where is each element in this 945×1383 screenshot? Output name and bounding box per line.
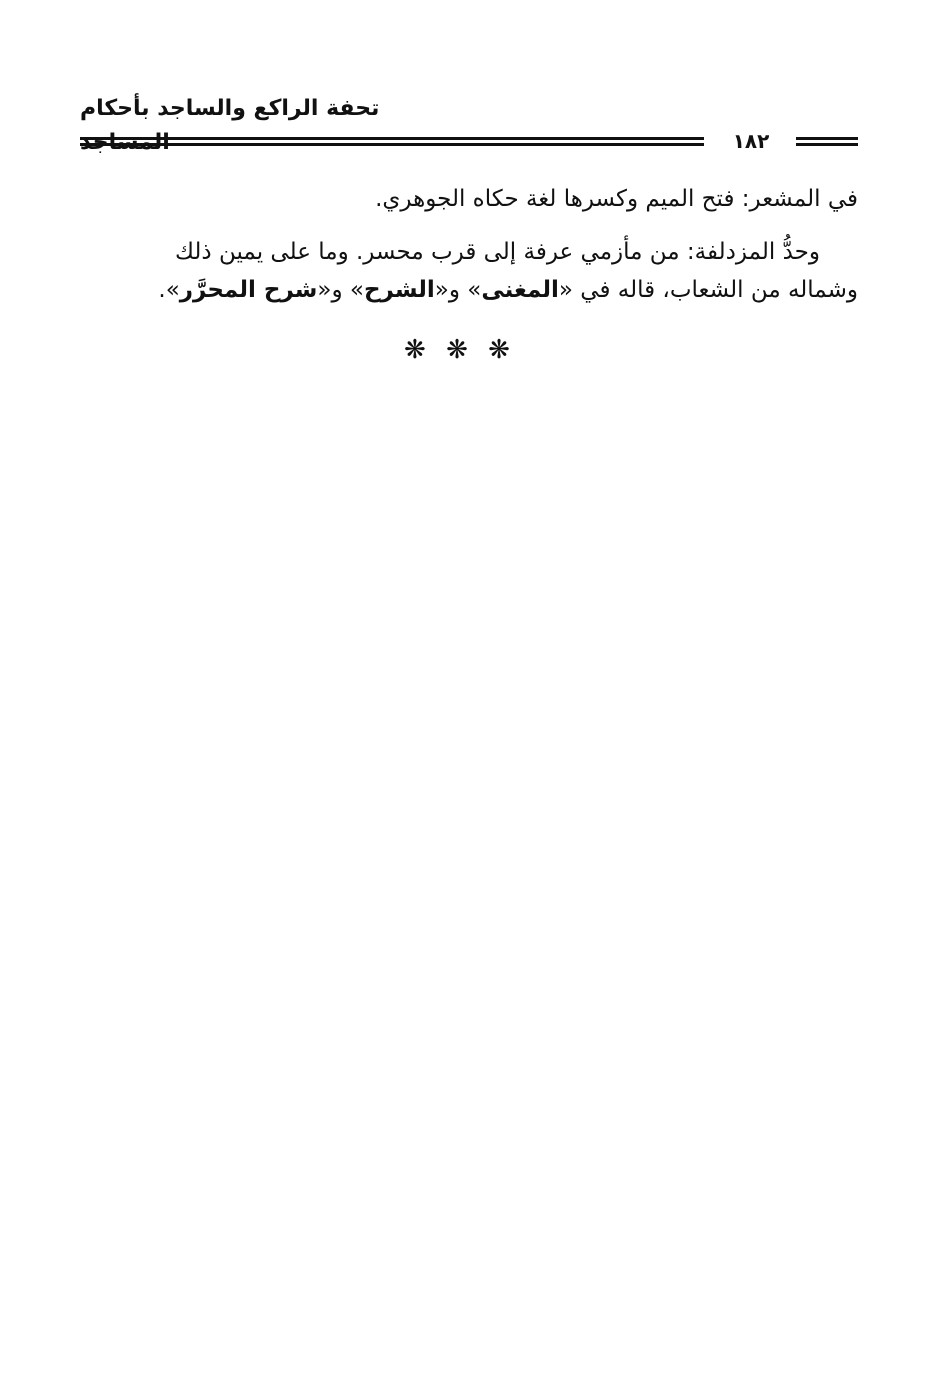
page-number: ١٨٢ bbox=[732, 129, 770, 153]
running-title: تحفة الراكع والساجد بأحكام bbox=[80, 96, 380, 121]
paragraph-2-line-2-suffix: ». bbox=[158, 277, 180, 303]
paragraph-2-line-2 bbox=[80, 271, 858, 309]
section-separator: ❋ ❋ ❋ bbox=[404, 335, 516, 365]
paragraph-2 bbox=[80, 233, 858, 309]
paragraph-2-line-1: وحدُّ المزدلفة: من مأزمي عرفة إلى قرب محسر. وما على يمين ذلك bbox=[175, 239, 820, 265]
paragraph-2-line-2-prefix: وشماله من الشعاب، قاله في « bbox=[558, 277, 858, 303]
connector-2: » و« bbox=[317, 277, 364, 303]
book-title-sharh-al-muharrar: شرح المحرَّر bbox=[179, 277, 318, 303]
paragraph-1-text: في المشعر: فتح الميم وكسرها لغة حكاه الجوهري. bbox=[375, 186, 858, 212]
book-title-sharh: الشرح bbox=[363, 277, 435, 303]
body-text bbox=[80, 0, 858, 330]
paragraph-1 bbox=[80, 180, 858, 218]
book-title-mughni: المغنى bbox=[481, 277, 559, 303]
connector-1: » و« bbox=[434, 277, 482, 303]
